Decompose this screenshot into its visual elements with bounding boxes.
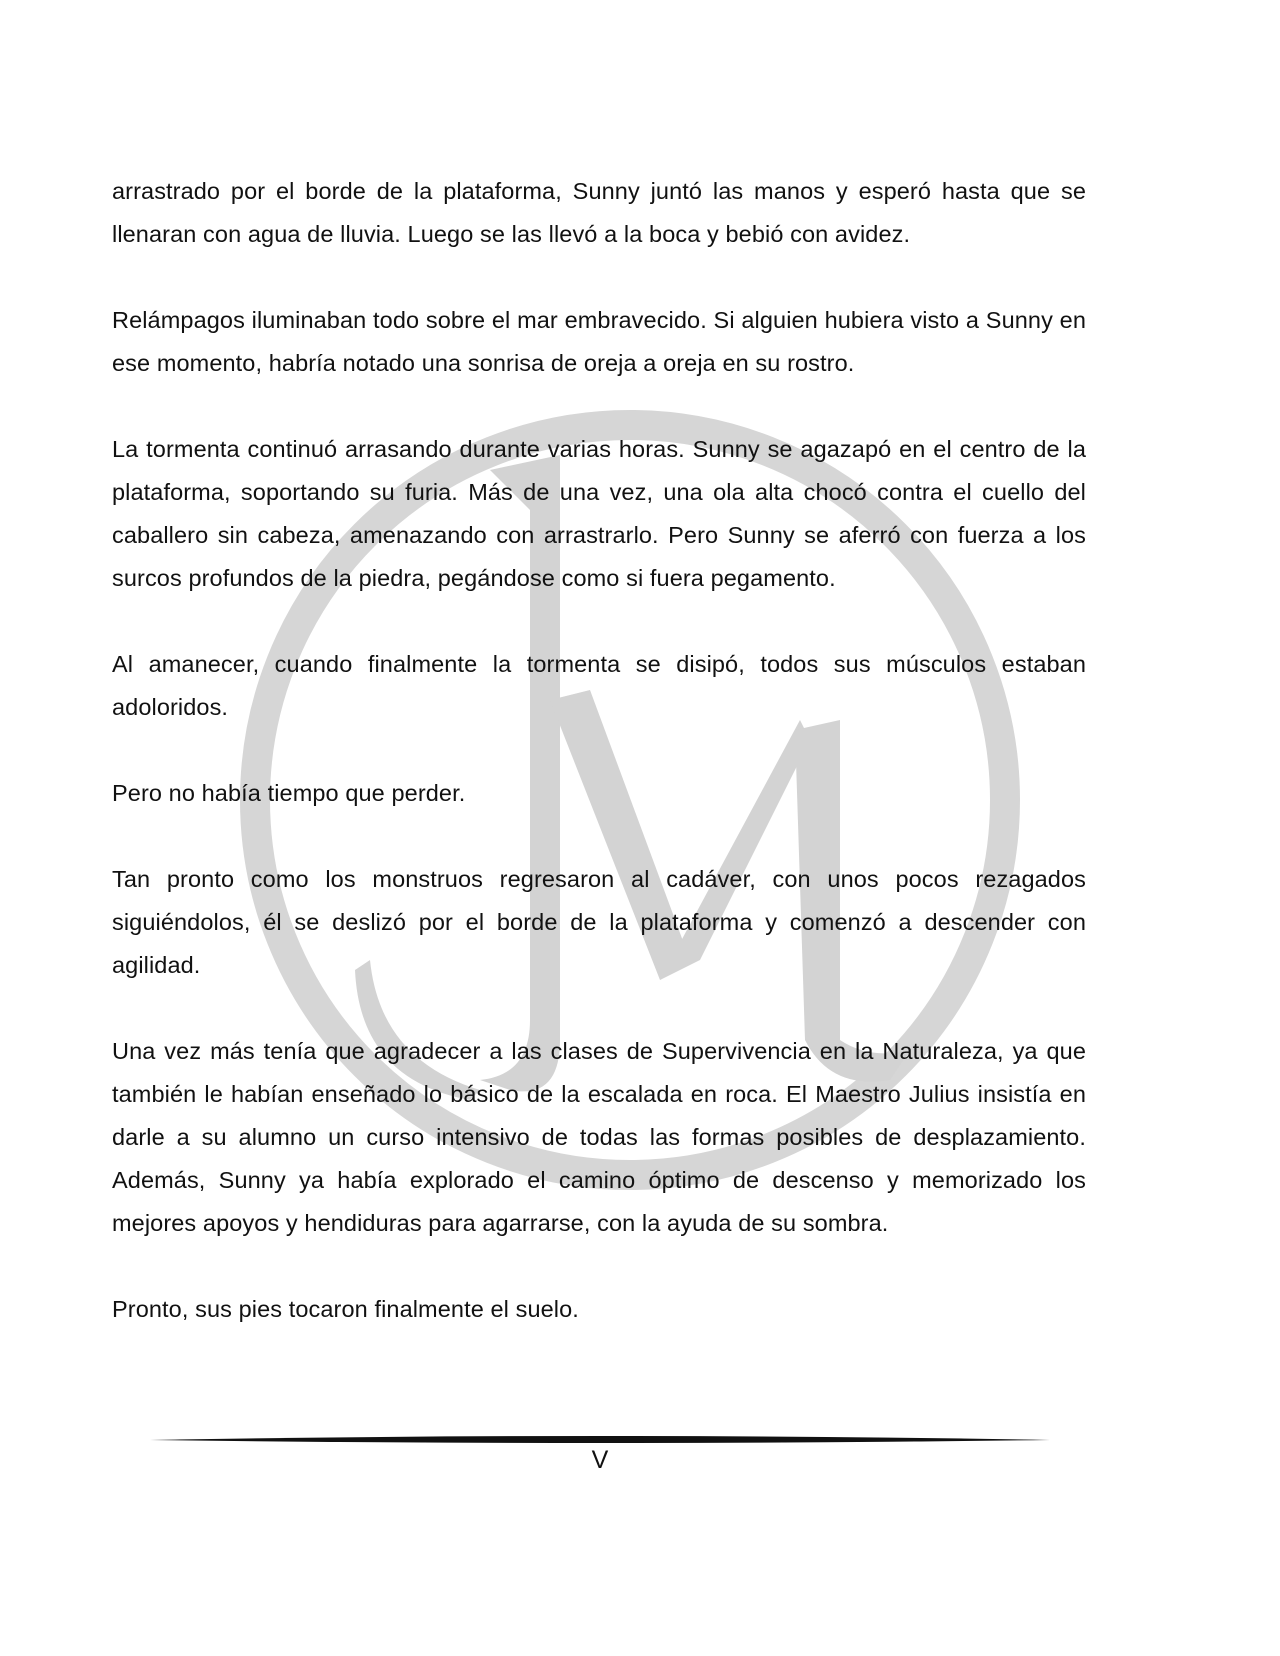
- paragraph: Relámpagos iluminaban todo sobre el mar embravecido. Si alguien hubiera visto a Sunny en ese momento, habría notado una sonrisa de oreja a oreja en su rostro.: [112, 307, 1086, 376]
- paragraph: Una vez más tenía que agradecer a las clases de Supervivencia en la Naturaleza, ya que también le habían enseñado lo básico de la escalada en roca. El Maestro Julius insistía en darle a su alumno un curso intensivo de todas las formas posibles de desplazamiento. Además, Sunny ya había explorado el camino óptimo de descenso y memorizado los mejores apoyos y hendiduras para agarrarse, con la ayuda de su sombra.: [112, 1038, 1086, 1236]
- page-body: [112, 170, 1086, 1374]
- paragraph: Pero no había tiempo que perder.: [112, 780, 466, 806]
- paragraph: La tormenta continuó arrasando durante varias horas. Sunny se agazapó en el centro de la plataforma, soportando su furia. Más de una vez, una ola alta chocó contra el cuello del caballero sin cabeza, amenazando con arrastrarlo. Pero Sunny se aferró con fuerza a los surcos profundos de la piedra, pegándose como si fuera pegamento.: [112, 436, 1086, 591]
- footer-divider: [150, 1434, 1050, 1446]
- page-number: V: [591, 1446, 609, 1474]
- paragraph: Al amanecer, cuando finalmente la tormenta se disipó, todos sus músculos estaban adoloridos.: [112, 651, 1086, 720]
- paragraph: arrastrado por el borde de la plataforma, Sunny juntó las manos y esperó hasta que se llenaran con agua de lluvia. Luego se las llevó a la boca y bebió con avidez.: [112, 178, 1086, 247]
- paragraph: Tan pronto como los monstruos regresaron al cadáver, con unos pocos rezagados siguiéndolos, él se deslizó por el borde de la plataforma y comenzó a descender con agilidad.: [112, 866, 1086, 978]
- paragraph: Pronto, sus pies tocaron finalmente el suelo.: [112, 1296, 579, 1322]
